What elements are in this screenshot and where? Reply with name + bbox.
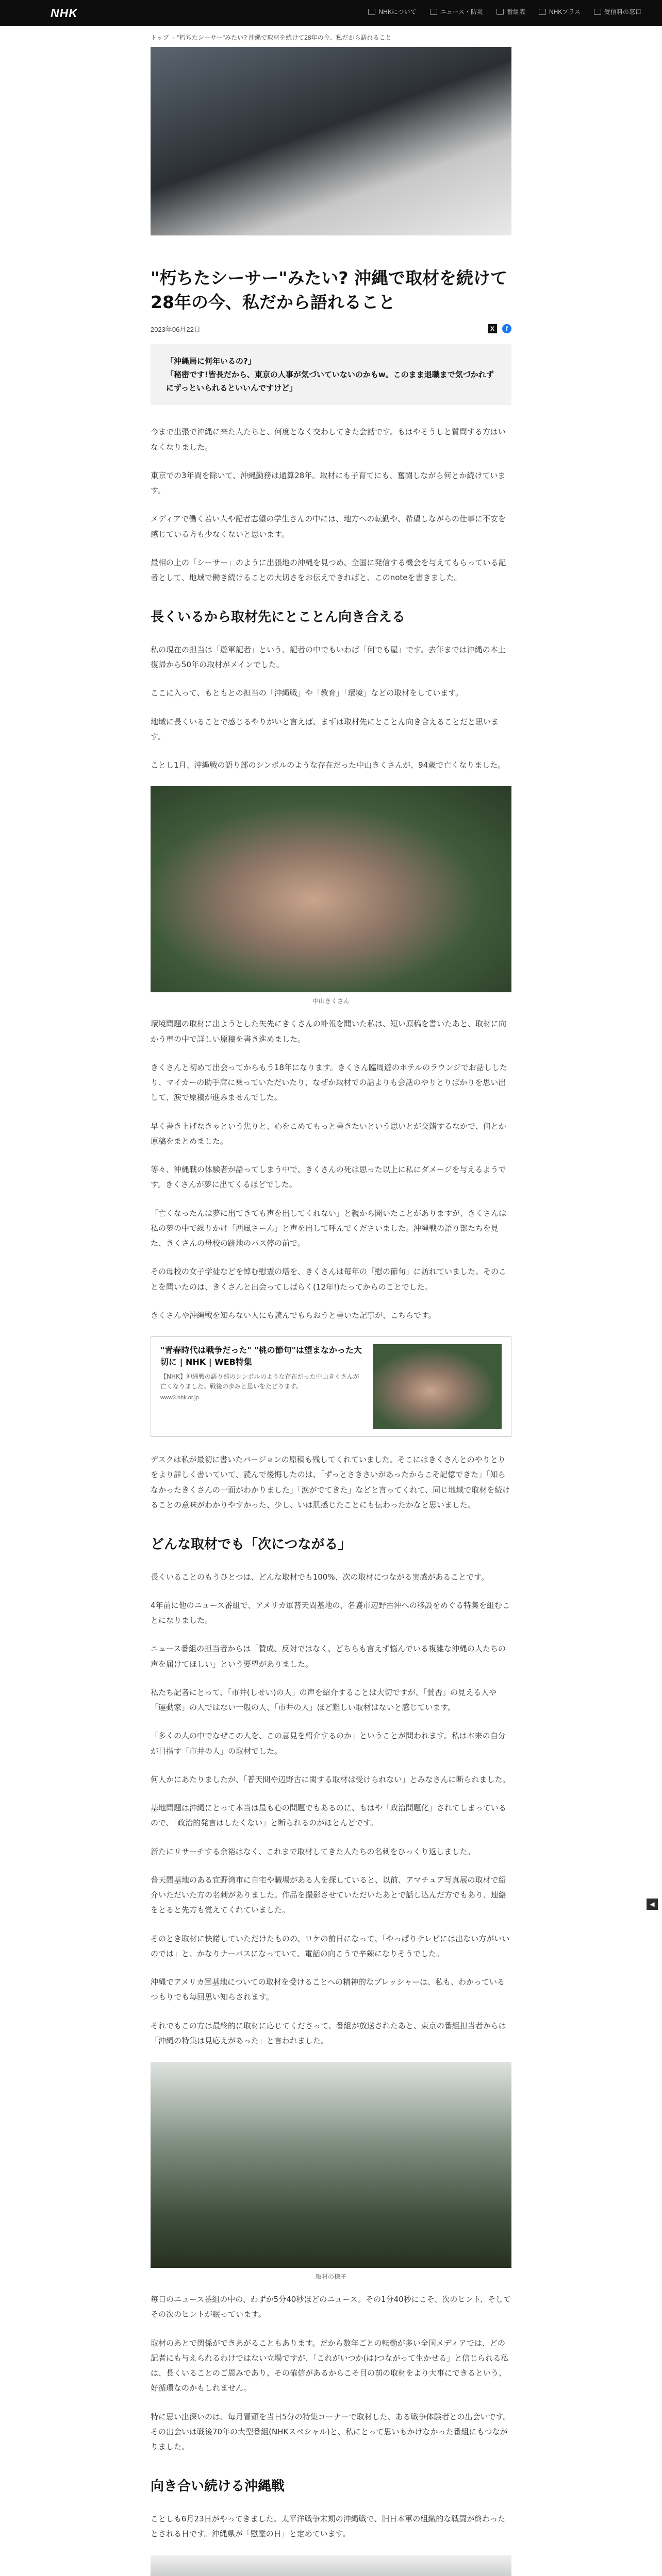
play-icon [539,9,546,15]
body-paragraph: ニュース番組の担当者からは「賛成、反対ではなく、どちらも言えず悩んでいる複雑な沖縄の人たちの声を届けてほしい」という要望がありました。 [151,1644,506,1669]
nav-item-label: 受信料の窓口 [604,8,641,15]
memorial-photo [151,2555,511,2576]
nav-item-about[interactable] [368,7,416,16]
news-icon [430,9,437,15]
body-paragraph: 特に思い出深いのは、毎月冒頭を当日5分の特集コーナーで取材した、ある戦争体験者との出会いです。その出会いは戦後70年の大型番組(NHKスペシャル)と、私にとって思いもかけなかった番組にもつながりました。 [151,2412,511,2451]
body-paragraph: 私たち記者にとって、「市井(しせい)の人」の声を紹介することは大切ですが、「賛否」の見える人や「運動家」の人ではない一般の人、「市井の人」ほど難しい取材はないと感じています。 [151,1687,497,1712]
intro-paragraph: 東京での3年間を除いて、沖縄勤務は通算28年。取材にも子育てにも、奮闘しながら何とか続けています。 [151,470,506,496]
nav-item-label: 番組表 [506,8,525,15]
nav-item-schedule[interactable] [496,7,525,16]
nav-item-label: NHKについて [378,8,417,15]
body-paragraph: 私の現在の担当は「遊軍記者」という、記者の中でもいわば「何でも屋」です。去年までは沖縄の本土復帰から50年の取材がメインでした。 [151,645,506,670]
body-paragraph: 取材のあとで関係ができあがることもあります。だから数年ごとの転勤が多い全国メディアでは、どの記者にも与えられるわけではない立場ですが、「これがいつか(は)つながって生かせる」と信じられる私は、長くいることのご恩みであり、その確信があるからこそ目の前の取材をより大事にできるという、好循環なのかもしれません。 [151,2338,509,2393]
link-card-domain: www3.nhk.or.jp [160,1394,199,1401]
publish-date: 2023年06月22日 [151,325,201,333]
nav-item-fee[interactable] [594,7,641,16]
body-paragraph: 新たにリサーチする余裕はなく、これまで取材してきた人たちの名刺をひっくり返しました。 [151,1846,475,1856]
body-paragraph: 毎日のニュース番組の中の、わずか5分40秒ほどのニュース。その1分40秒にこそ、次のヒント、そしてその次のヒントが眠っています。 [151,2295,511,2319]
breadcrumb-current: "朽ちたシーサー"みたい? 沖縄で取材を続けて28年の今、私だから語れること [177,34,392,41]
body-paragraph: 4年前に他のニュース番組で、アメリカ軍普天間基地の、名護市辺野古沖への移設をめぐる特集を組むことになりました。 [151,1600,510,1625]
meta-row [151,324,511,334]
nav-item-plus[interactable] [539,7,581,16]
nav-item-label: NHKプラス [549,8,581,15]
body-paragraph: 沖縄でアメリカ軍基地についての取材を受けることへの精神的なプレッシャーは、私も、わかっているつもりでも毎回思い知らされます。 [151,1977,505,2002]
section-heading: 長くいるから取材先にとことん向き合える [151,609,406,625]
body-paragraph: 等々、沖縄戦の体験者が語ってしまう中で、きくさんの死は思った以上に私にダメージを与えるようです。きくさんが夢に出てくるほどでした。 [151,1165,506,1190]
nhk-logo[interactable]: NHK [51,6,78,20]
body-paragraph: 普天間基地のある宜野湾市に自宅や職場がある人を探していると、以前、アマチュア写真展の取材で紹介いただいた方の名刺がありました。作品を撮影させていただいたあとで話し込んだ方でもあり、連絡をとると先方も覚えてくれていました。 [151,1875,507,1915]
intro-paragraph: 今まで出張で沖縄に来た人たちと、何度となく交わしてきた会話です。もはやそうしと質問する方はいなくなりました。 [151,427,506,452]
article-column [151,26,511,2576]
page-top-tab[interactable]: ◀ [647,1899,658,1910]
lead-line: 「秘密です!皆長だから、東京の人事が気づいていないのかもw。このまま退職まで気づかれずにずっといられるといいんですけど」 [166,369,494,393]
link-card-title: "青春時代は戦争だった" "桃の節句"は望まなかった大切に | NHK | WEB特集 [160,1345,362,1367]
body-paragraph: ここに入って、もともとの担当の「沖縄戦」や「教育」「環境」などの取材をしています。 [151,688,464,698]
body-paragraph: 「多くの人の中でなぜこの人を、この意見を紹介するのか」ということが問われます。私は本来の自分が目指す「市井の人」の取材でした。 [151,1731,506,1756]
link-card-thumbnail [373,1344,502,1429]
facebook-share-icon[interactable]: f [502,324,511,333]
photo-caption: 取材の様子 [315,2273,346,2280]
body-paragraph: デスクは私が最初に書いたバージョンの原稿も残してくれていました。そこにはきくさんとのやりとりをより詳しく書いていて、読んで後悔したのは、「ずっとさきさいがあったからこそ記憶できた」「知らなかったきくさんの一面がわかりました」「涙がでてきた」などと言ってくれて、同じ地域で取材を続けることの意味がわかりやすかった、少し、いは肌感じたことにも伝わったかなと思いました。 [151,1455,510,1510]
article-title: "朽ちたシーサー"みたい? 沖縄で取材を続けて28年の今、私だから語れること [151,268,508,312]
global-header [0,0,662,26]
body-paragraph: 長くいることのもうひとつは、どんな取材でも100%、次の取材につながる実感があることです。 [151,1572,489,1582]
body-paragraph: そのとき取材に快諾していただけたものの、ロケの前日になって、「やっぱりテレビには出ない方がいいのでは」と、かなりナーバスになっていて、電話の向こうで辛辣になりそうでした。 [151,1934,510,1958]
intro-paragraph: メディアで働く若い人や記者志望の学生さんの中には、地方への転勤や、希望しながらの仕事に不安を感じている方も少なくないと思います。 [151,514,506,539]
x-share-icon[interactable]: X [488,324,497,333]
info-icon [368,9,375,15]
body-paragraph: きくさんや沖縄戦を知らない人にも読んでもらおうと書いた記事が、こちらです。 [151,1310,436,1320]
body-paragraph: ことしも6月23日がやってきました。太平洋戦争末期の沖縄戦で、旧日本軍の組織的な戦闘が終わったとされる日です。沖縄県が「慰霊の日」と定めています。 [151,2514,506,2538]
calendar-icon [496,9,504,15]
body-paragraph: きくさんと初めて出会ってからもう18年になります。きくさん臨周遊のホテルのラウンジでお話ししたり、マイカーの助手席に乗っていただいたり、なぜか取材での話よりも会話のやりとりばかりを思い出して、涙で原稿が進みませんでした。 [151,1062,507,1103]
field-photo [151,2062,511,2268]
nav-item-label: ニュース・防災 [440,8,483,15]
link-card[interactable] [151,1336,511,1437]
breadcrumb-separator: › [172,34,174,41]
nav-item-news[interactable] [430,7,483,16]
section-heading: 向き合い続ける沖縄戦 [151,2479,285,2495]
body-paragraph: それでもこの方は最終的に取材に応じてくださって、番組が放送されたあと、東京の番組担当者からは「沖縄の特集は見応えがあった」と言われました。 [151,2021,506,2045]
body-paragraph: 地域に長くいることで感じるやりがいと言えば、まずは取材先にとことん向き合えることだと思います。 [151,717,499,741]
link-card-description: 【NHK】沖縄戦の語り部のシンボルのような存在だった中山きくさんが亡くなりました。戦後の歩みと思いをたどります。 [160,1373,359,1391]
lead-line: 「沖縄局に何年いるの?」 [166,356,256,366]
body-paragraph: 何人かにあたりましたが、「普天間や辺野古に関する取材は受けられない」とみなさんに断られました。 [151,1774,510,1784]
header-nav [368,7,641,16]
body-paragraph: 「亡くなったんは夢に出てきても声を出してくれない」と親から聞いたことがありますが、きくさんは私の夢の中で繰りかけ「西風さーん」と声を出して呼んでくださいました。沖縄戦の語り部たちを見た、きくさんの母校の跡地のバス停の前で。 [151,1208,507,1248]
section-heading: どんな取材でも「次につながる」 [151,1537,352,1553]
intro-paragraph: 最相の上の「シーサー」のように出張地の沖縄を見つめ、全国に発信する機会を与えてもらっている記者として、地域で働き続けることの大切さをお伝えできればと、このnoteを書きました。 [151,557,506,583]
body-paragraph: ことし1月、沖縄戦の語り部のシンボルのような存在だった中山きくさんが、94歳で亡くなりました。 [151,760,506,770]
portrait-photo [151,786,511,992]
breadcrumb [151,26,511,47]
body-paragraph: 早く書き上げなきゃという焦りと、心をこめてもっと書きたいという思いとが交錯するなかで、何とか原稿をまとめました。 [151,1121,506,1146]
hero-photo [151,47,511,235]
body-paragraph: その母校の女子学徒などを悼む慰霊の塔を、きくさんは毎年の「慰の節句」に訪れていました。そのことを聞いたのは、きくさんと出会ってしばらく(12年!)たってからのことでした。 [151,1267,507,1292]
link-card-text [160,1344,365,1429]
breadcrumb-home[interactable]: トップ [151,34,169,41]
card-icon [594,9,601,15]
body-paragraph: 基地問題は沖縄にとって本当は最も心の問題でもあるのに、もはや「政治問題化」されてしまっているので、「政治的発言はしたくない」と断られるのがほとんどです。 [151,1803,506,1828]
photo-caption: 中山きくさん [312,997,350,1005]
share-buttons [488,324,511,333]
lead-box [151,344,511,405]
body-paragraph: 環境問題の取材に出ようとした矢先にきくさんの訃報を聞いた私は、短い原稿を書いたあと、取材に向かう車の中で詳しい原稿を書き進めました。 [151,1019,507,1044]
